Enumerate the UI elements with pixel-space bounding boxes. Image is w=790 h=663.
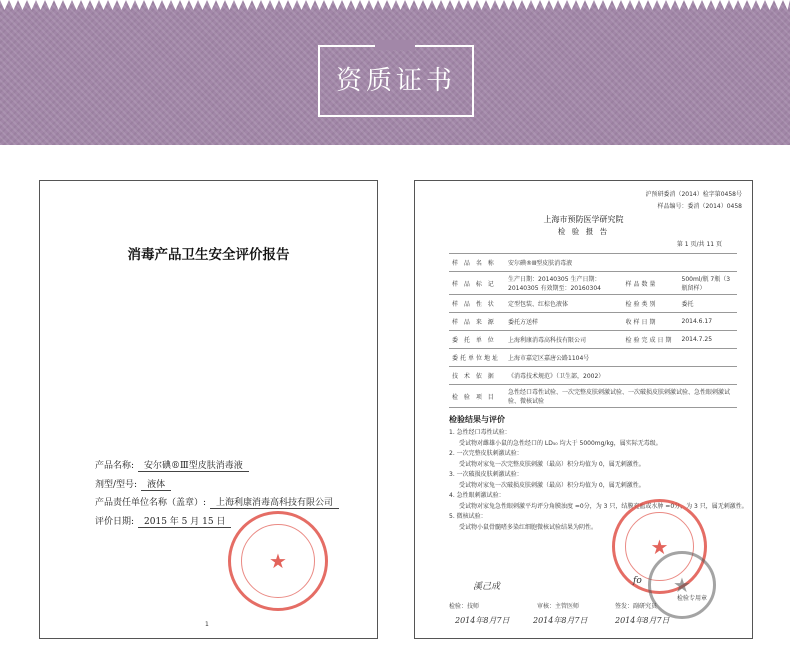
date-row: [95, 514, 231, 528]
table-cell: 样 品 标 记: [449, 272, 505, 295]
result-line: 受试物小鼠骨髓嗜多染红细胞微核试验结果为阴性。: [459, 523, 598, 531]
table-cell: 委托单位地址: [449, 349, 505, 367]
result-line: 受试物对家兔一次破损皮肤刺激（最高）积分均值为 0，属无刺激性。: [459, 481, 645, 489]
table-cell: 样 品 名 称: [449, 254, 505, 272]
company-value: 上海利康消毒高科技有限公司: [210, 495, 339, 509]
result-line: 受试物对雌雄小鼠的急性经口的 LD₅₀ 均大于 5000mg/kg，属实际无毒级。: [459, 439, 662, 447]
table-row: [449, 349, 737, 367]
report-reference-number: 沪预研委消（2014）检字第0458号: [645, 191, 742, 198]
inspection-seal-stamp: [648, 551, 716, 619]
product-name-label: 产品名称:: [95, 461, 135, 471]
table-cell: 委托: [679, 295, 738, 313]
table-row: [449, 313, 737, 331]
table-cell: 委 托 单 位: [449, 331, 505, 349]
result-line: 受试物对家兔急性眼刺激平均评分角膜浊度 =0分，为 3 只，结膜充血或水肿 =0分，为 3 只，属无刺激性。: [459, 502, 748, 510]
product-name-value: 安尔碘®Ⅲ型皮肤消毒液: [138, 458, 249, 472]
result-line: 3. 一次破损皮肤刺激试验：: [449, 471, 523, 478]
table-cell: 安尔碘®Ⅲ型皮肤消毒液: [505, 254, 737, 272]
star-icon: ★: [650, 534, 669, 559]
company-seal-stamp: [228, 511, 328, 611]
table-cell: 样 品 性 状: [449, 295, 505, 313]
sig-date-issuer: 2014年8月7日: [615, 616, 670, 625]
result-line: 2. 一次完整皮肤刺激试验：: [449, 450, 523, 457]
table-cell: 定型包装、红棕色液体: [505, 295, 623, 313]
inspection-report-document: [414, 180, 753, 639]
result-line: 4. 急性眼刺激试验：: [449, 492, 505, 499]
product-name-row: [95, 458, 249, 472]
table-cell: 《消毒技术规范》（卫生部，2002）: [505, 367, 737, 385]
star-icon: ★: [269, 549, 287, 573]
page-info: 第 1 页/共 11 页: [676, 241, 722, 248]
table-cell: 样 品 来 源: [449, 313, 505, 331]
sig-date-inspector: 2014年8月7日: [455, 616, 510, 625]
report-heading: 检 验 报 告: [557, 227, 610, 236]
evaluation-report-document: [39, 180, 378, 639]
table-row: [449, 385, 737, 408]
table-cell: 500ml/瓶 7瓶（3瓶留样）: [679, 272, 738, 295]
table-cell: 检 验 项 目: [449, 385, 505, 408]
signature-issuer: fo: [633, 576, 642, 586]
seal-label: 检验专用章: [677, 595, 708, 602]
table-cell: 检验完成日期: [623, 331, 679, 349]
banner: [0, 0, 790, 145]
table-cell: 生产日期：20140305 生产日期：20140305 有效期至：20160304: [505, 272, 623, 295]
signature-inspector: 溪己成: [473, 582, 501, 592]
banner-title: 资质证书: [335, 66, 456, 96]
document-title: 消毒产品卫生安全评价报告: [127, 247, 290, 263]
table-cell: 2014.7.25: [679, 331, 738, 349]
sample-info-table: [449, 253, 737, 408]
table-cell: 收样日期: [623, 313, 679, 331]
star-icon: ★: [673, 573, 691, 597]
date-value: 2015 年 5 月 15 日: [138, 514, 231, 528]
form-label: 剂型/型号:: [95, 480, 138, 490]
institute-name: 上海市预防医学研究院: [543, 215, 624, 224]
result-line: 5. 微核试验：: [449, 513, 487, 520]
table-row: [449, 331, 737, 349]
table-cell: 急性经口毒性试验、一次完整皮肤刺激试验、一次破损皮肤刺激试验、急性眼刺激试验、微核试验: [505, 385, 737, 408]
company-label: 产品责任单位名称（盖章）:: [95, 498, 207, 508]
company-row: [95, 495, 339, 509]
sig-role-inspector: 检验：技师: [449, 603, 480, 610]
result-line: 1. 急性经口毒性试验：: [449, 429, 511, 436]
table-cell: 检验类别: [623, 295, 679, 313]
page-number: 1: [205, 621, 209, 628]
result-line: 受试物对家兔一次完整皮肤刺激（最高）积分均值为 0，属无刺激性。: [459, 460, 645, 468]
form-row: [95, 477, 171, 491]
table-cell: 上海市嘉定区嘉唐公路1104号: [505, 349, 737, 367]
table-cell: 上海利康消毒高科技有限公司: [505, 331, 623, 349]
title-frame-gap: [375, 40, 415, 50]
table-row: [449, 272, 737, 295]
table-cell: 样品数量: [623, 272, 679, 295]
table-row: [449, 367, 737, 385]
table-cell: 2014.6.17: [679, 313, 738, 331]
form-value: 液体: [141, 477, 171, 491]
sig-date-reviewer: 2014年8月7日: [533, 616, 588, 625]
sample-number: 样品编号：委消（2014）0458: [657, 203, 742, 210]
sig-role-reviewer: 审核：主管医师: [537, 603, 580, 610]
sig-role-issuer: 签发：副研究员: [615, 603, 658, 610]
table-cell: 委托方送样: [505, 313, 623, 331]
results-title: 检验结果与评价: [449, 415, 505, 424]
date-label: 评价日期:: [95, 517, 135, 527]
zigzag-border: [0, 0, 790, 14]
table-row: [449, 295, 737, 313]
table-cell: 技 术 依 据: [449, 367, 505, 385]
table-row: [449, 254, 737, 272]
